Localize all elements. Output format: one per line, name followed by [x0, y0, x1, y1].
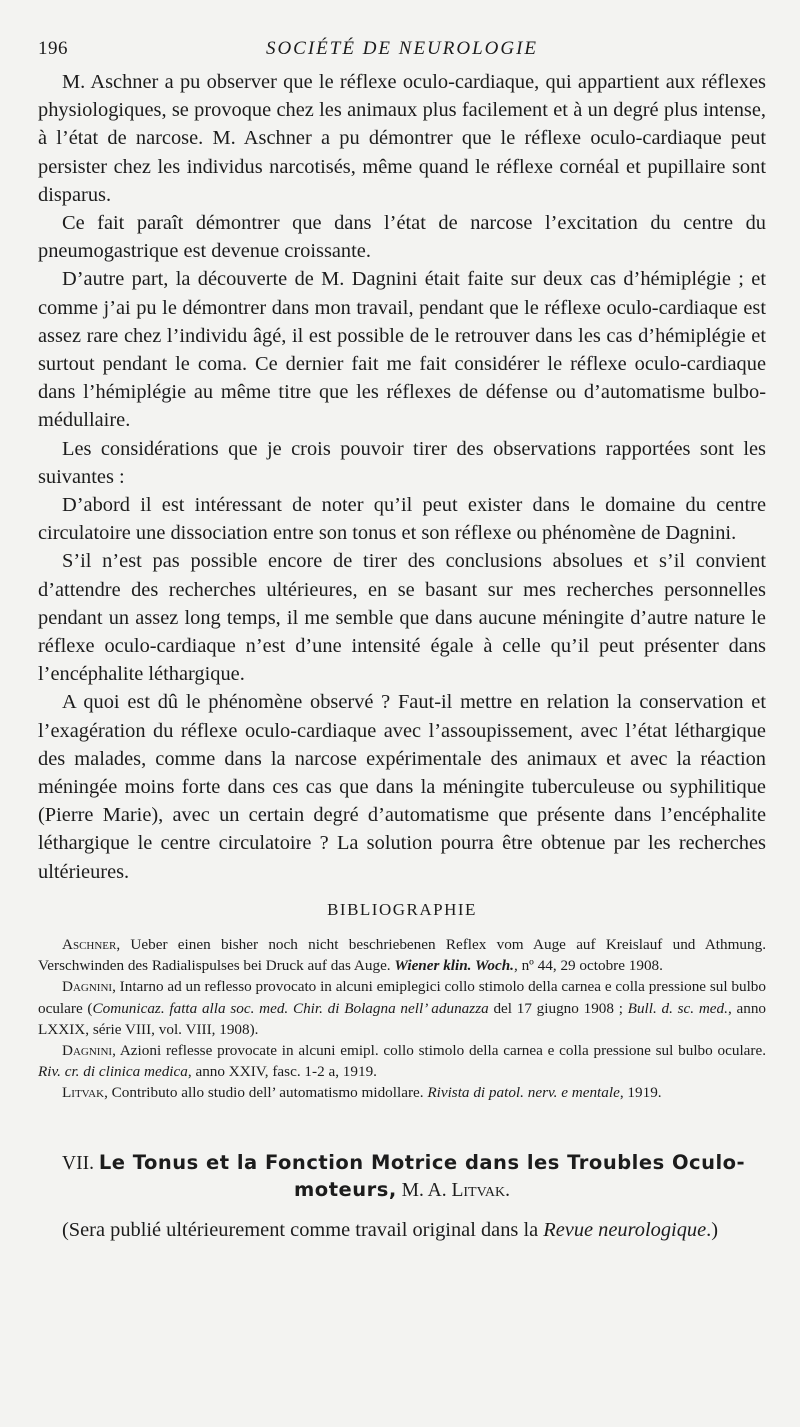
entry-source: Rivista di patol. nerv. e mentale [427, 1084, 620, 1102]
entry-author: Litvak [62, 1084, 105, 1102]
entry-source-2: Bull. d. sc. med. [627, 999, 728, 1017]
paragraph: D’autre part, la découverte de M. Dagnini était faite sur deux cas d’hémiplégie ; et comme j’ai pu le démontrer dans mon travail, pendant que le réflexe oculo-cardiaque est assez rare chez l’individu âgé, il est possible de le retrouver dans les cas d’hémiplégie et surtout pendant le coma. Ce dernier fait me fait considérer le réflexe oculo-cardiaque dans l’hémiplégie au même titre que les réflexes de défense ou d’automatisme bulbo-médullaire. [38, 268, 766, 432]
bibliography-entry [38, 976, 766, 1040]
page-number: 196 [38, 38, 68, 59]
body-text [38, 68, 766, 886]
bibliography-entry [38, 934, 766, 976]
paragraph: Les considérations que je crois pouvoir tirer des observations rapportées sont les suivantes : [38, 437, 766, 488]
section-author: M. A. Litvak. [401, 1179, 511, 1201]
section-number: VII. [62, 1152, 94, 1174]
entry-author: Dagnini [62, 978, 113, 996]
bibliography [38, 934, 766, 1104]
entry-tail: , anno LXXIX, série VIII, vol. VIII, 1908). [38, 999, 767, 1038]
paragraph: S’il n’est pas possible encore de tirer des conclusions absolues et s’il convient d’attendre des recherches ultérieures, en se basant sur mes recherches personnelles pendant un assez long temps, il me semble que dans aucune méningite d’autre nature le réflexe oculo-cardiaque n’est d’une intensité égale à celle qu’il peut présenter dans l’encéphalite léthargique. [38, 550, 766, 686]
entry-author: Dagnini [62, 1041, 113, 1059]
bibliography-entry [38, 1082, 766, 1103]
note-end: .) [706, 1218, 719, 1241]
entry-author: Aschner [62, 935, 117, 953]
entry-mid: del 17 giugno 1908 ; [488, 999, 628, 1017]
section-title [38, 1150, 766, 1204]
entry-tail: , 1919. [619, 1084, 662, 1102]
page [38, 38, 766, 1264]
note-text: (Sera publié ultérieurement comme travail original dans la [62, 1218, 544, 1241]
publication-note [38, 1216, 766, 1244]
entry-tail: , nº 44, 29 octobre 1908. [513, 957, 663, 975]
entry-tail: , anno XXIV, fasc. 1-2 a, 1919. [187, 1063, 377, 1081]
paragraph: D’abord il est intéressant de noter qu’il peut exister dans le domaine du centre circulatoire une dissociation entre son tonus et son réflexe ou phénomène de Dagnini. [38, 494, 766, 545]
paragraph: A quoi est dû le phénomène observé ? Faut-il mettre en relation la conservation et l’exagération du réflexe oculo-cardiaque avec l’assoupissement, avec l’état léthargique des malades, comme dans la narcose expérimentale des animaux et avec la réaction méningée moins forte dans ces cas que dans la méningite tuberculeuse ou syphilitique (Pierre Marie), avec un certain degré d’automatisme que présente dans l’encéphalite léthargique le centre circulatoire ? La solution pourra être obtenue par les recherches ultérieures. [38, 691, 766, 883]
note-journal: Revue neurologique [543, 1218, 707, 1241]
entry-source: Riv. cr. di clinica medica [38, 1063, 188, 1081]
entry-text: , Ueber einen bisher noch nicht beschriebenen Reflex vom Auge auf Kreislauf und Athmung. Verschwinden des Radialispulses bei Druck auf das Auge. [38, 935, 766, 975]
bibliography-heading: BIBLIOGRAPHIE [327, 899, 477, 919]
section-title-line-1: Le Tonus et la Fonction Motrice dans les Troubles Oculo- [98, 1150, 746, 1174]
section-title-line-2: moteurs, [293, 1177, 397, 1201]
entry-source: Comunicaz. fatta alla soc. med. Chir. di Bolagna nell’ adunazza [92, 999, 489, 1017]
entry-text: , Contributo allo studio dell’ automatismo midollare. [104, 1084, 428, 1102]
entry-text: , Intarno ad un reflesso provocato in alcuni emiplegici collo stimolo della carnea e colla pressione sul bulbo oculare ( [38, 978, 766, 1017]
bibliography-entry [38, 1040, 766, 1082]
journal-title: SOCIÉTÉ DE NEUROLOGIE [265, 38, 539, 59]
paragraph: Ce fait paraît démontrer que dans l’état de narcose l’excitation du centre du pneumogastrique est devenue croissante. [38, 212, 766, 263]
entry-text: , Azioni reflesse provocate in alcuni emipl. collo stimolo della carnea e colla pressione sul bulbo oculare. [112, 1041, 766, 1059]
section-title-line-2-wrap [38, 1177, 766, 1204]
running-head [38, 38, 766, 68]
paragraph: M. Aschner a pu observer que le réflexe oculo-cardiaque, qui appartient aux réflexes physiologiques, se provoque chez les animaux plus facilement et à un degré plus intense, à l’état de narcose. M. Aschner a pu démontrer que le réflexe oculo-cardiaque peut persister chez les individus narcotisés, même quand le réflexe cornéal et pupillaire sont disparus. [38, 71, 766, 206]
entry-source: Wiener klin. Woch. [394, 957, 514, 975]
